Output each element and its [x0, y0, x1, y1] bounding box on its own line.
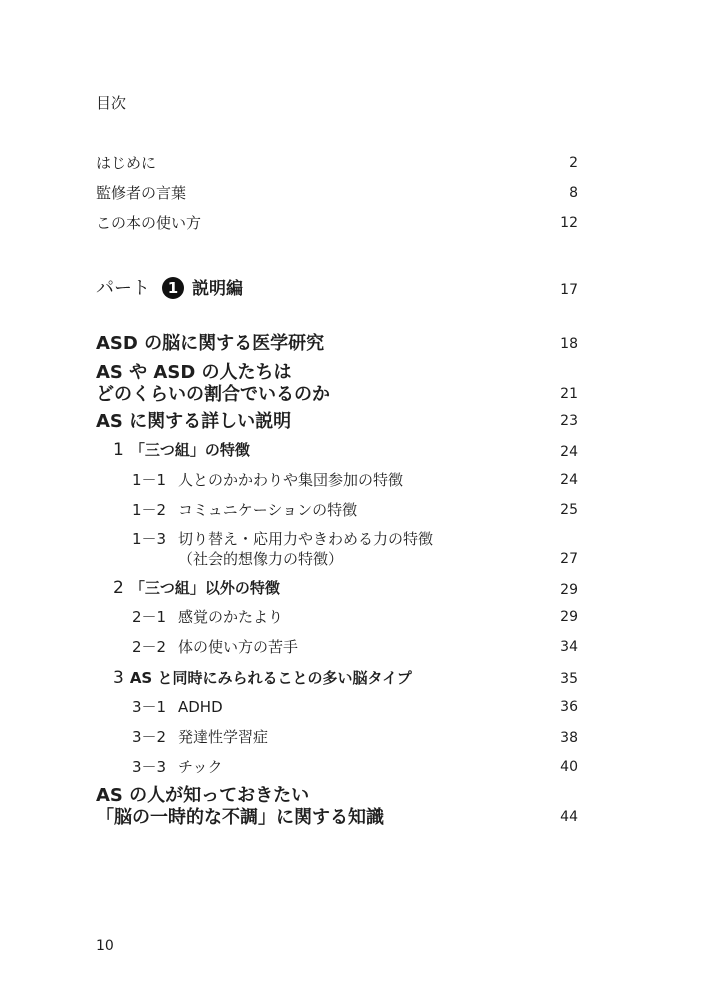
toc-entry-label: はじめに: [96, 154, 157, 172]
toc-subsection-2-1[interactable]: [0, 607, 705, 627]
toc-chapter-4[interactable]: [0, 785, 705, 829]
chapter-title: [96, 785, 384, 829]
subsection-number: 1－2: [132, 501, 167, 519]
section-title: [113, 440, 250, 460]
chapter-title: [96, 333, 324, 355]
toc-section-3[interactable]: [0, 668, 705, 690]
toc-entry-page: 34: [560, 639, 578, 655]
subsection-number: 1－3: [132, 530, 167, 548]
section-number: 3: [113, 668, 124, 688]
subsection-label: 体の使い方の苦手: [178, 638, 299, 656]
subsection-label: 人とのかかわりや集団参加の特徴: [178, 471, 404, 489]
toc-entry-page: 21: [560, 386, 578, 402]
toc-entry-page: 29: [560, 582, 578, 598]
toc-entry-page: 8: [569, 185, 578, 201]
subsection-label: 発達性学習症: [178, 728, 269, 746]
toc-subsection-3-3[interactable]: [0, 757, 705, 777]
toc-section-1[interactable]: [0, 440, 705, 462]
toc-entry-page: 17: [560, 282, 578, 298]
toc-subsection-1-2[interactable]: [0, 500, 705, 520]
part-prefix: パート: [96, 278, 150, 299]
chapter-title-line: AS の人が知っておきたい: [96, 785, 310, 806]
part-name: 説明編: [192, 279, 243, 299]
chapter-title-line: どのくらいの割合でいるのか: [96, 384, 330, 405]
toc-entry-intro-1[interactable]: [0, 153, 705, 173]
toc-entry-page: 44: [560, 809, 578, 825]
toc-subsection-2-2[interactable]: [0, 637, 705, 657]
subsection-title: [132, 607, 283, 627]
toc-entry-page: 27: [560, 551, 578, 567]
subsection-title: [132, 697, 223, 717]
section-label: 「三つ組」の特徴: [129, 441, 250, 459]
chapter-title: [96, 362, 330, 406]
toc-entry-page: 36: [560, 699, 578, 715]
toc-entry-intro-3[interactable]: [0, 213, 705, 233]
chapter-title-line: AS や ASD の人たちは: [96, 362, 292, 383]
subsection-label: 感覚のかたより: [178, 608, 284, 626]
subsection-number: 1－1: [132, 471, 167, 489]
subsection-number: 3－3: [132, 758, 167, 776]
subsection-label-continued: （社会的想像力の特徴）: [178, 550, 344, 568]
subsection-label: ADHD: [178, 698, 223, 716]
chapter-title: [96, 411, 291, 433]
subsection-title: [132, 500, 357, 520]
toc-subsection-1-3[interactable]: [0, 529, 705, 569]
toc-entry-page: 24: [560, 472, 578, 488]
toc-subsection-3-2[interactable]: [0, 727, 705, 747]
subsection-title: [132, 470, 403, 490]
chapter-title-line: AS に関する詳しい説明: [96, 411, 292, 432]
toc-entry-page: 25: [560, 502, 578, 518]
toc-entry-intro-2[interactable]: [0, 183, 705, 203]
toc-entry-page: 29: [560, 609, 578, 625]
toc-entry-page: 23: [560, 413, 578, 429]
chapter-title-line: 「脳の一時的な不調」に関する知識: [96, 807, 384, 828]
toc-subsection-1-1[interactable]: [0, 470, 705, 490]
subsection-label: 切り替え・応用力やきわめる力の特徴: [178, 530, 434, 548]
toc-entry-page: 38: [560, 730, 578, 746]
toc-chapter-3[interactable]: [0, 411, 705, 433]
subsection-number: 2－1: [132, 608, 167, 626]
toc-entry-page: 12: [560, 215, 578, 231]
toc-part-heading[interactable]: [0, 277, 705, 303]
subsection-title: [132, 529, 433, 569]
toc-entry-page: 40: [560, 759, 578, 775]
subsection-label: チック: [178, 758, 223, 776]
section-number: 1: [113, 440, 124, 460]
section-label: AS と同時にみられることの多い脳タイプ: [129, 669, 412, 687]
section-title: [113, 668, 412, 688]
toc-entry-label: この本の使い方: [96, 214, 202, 232]
subsection-title: [132, 727, 268, 747]
subsection-number: 3－2: [132, 728, 167, 746]
subsection-number: 2－2: [132, 638, 167, 656]
toc-subsection-3-1[interactable]: [0, 697, 705, 717]
toc-entry-page: 24: [560, 444, 578, 460]
section-label: 「三つ組」以外の特徴: [129, 579, 280, 597]
toc-section-2[interactable]: [0, 578, 705, 600]
part-label: [96, 277, 243, 301]
toc-entry-label: 監修者の言葉: [96, 184, 187, 202]
toc-entry-page: 2: [569, 155, 578, 171]
part-number-badge: 1: [162, 277, 184, 299]
toc-chapter-1[interactable]: [0, 333, 705, 355]
footer-page-number: 10: [96, 938, 114, 954]
subsection-number: 3－1: [132, 698, 167, 716]
toc-entry-page: 35: [560, 671, 578, 687]
toc-entry-page: 18: [560, 336, 578, 352]
page-title: 目次: [96, 94, 127, 112]
section-number: 2: [113, 578, 124, 598]
subsection-title: [132, 757, 223, 777]
toc-chapter-2[interactable]: [0, 362, 705, 406]
chapter-title-line: ASD の脳に関する医学研究: [96, 333, 325, 354]
subsection-title: [132, 637, 298, 657]
section-title: [113, 578, 280, 598]
subsection-label: コミュニケーションの特徴: [178, 501, 358, 519]
